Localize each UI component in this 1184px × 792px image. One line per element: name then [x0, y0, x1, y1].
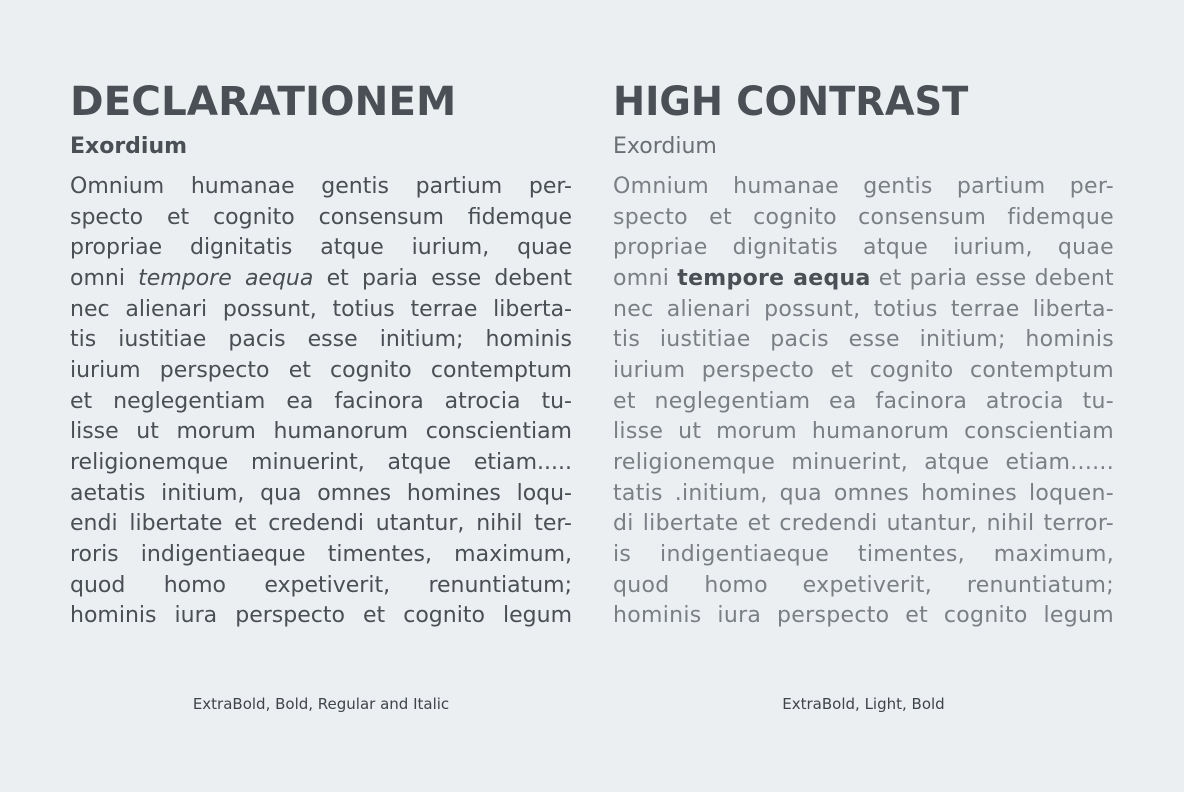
text-line: specto et cognito consensum fidemque	[70, 204, 572, 230]
body-text-left	[70, 172, 572, 632]
text-line: nec alienari possunt, totius terrae liberta-	[70, 296, 572, 322]
text-run: omni	[613, 265, 678, 291]
caption-left: ExtraBold, Bold, Regular and Italic	[192, 695, 450, 713]
italic-emphasis: tempore aequa	[138, 265, 314, 291]
text-line: hominis iura perspecto et cognito legum	[70, 603, 572, 629]
text-run: omni	[70, 265, 139, 291]
text-line: propriae dignitatis atque iurium, quae	[70, 235, 572, 261]
text-line: et neglegentiam ea facinora atrocia tu-	[70, 388, 572, 414]
subheading-right: Exordium	[613, 134, 717, 159]
text-run: et paria esse debent	[313, 265, 572, 291]
subheading-left: Exordium	[70, 134, 188, 159]
text-line: religionemque minuerint, atque etiam.....	[70, 449, 572, 475]
text-line: specto et cognito consensum fidemque	[613, 204, 1114, 230]
text-line: Omnium humanae gentis partium per-	[613, 174, 1114, 199]
text-line: iurium perspecto et cognito contemptum	[70, 357, 572, 383]
text-line	[70, 264, 572, 295]
bold-emphasis: tempore aequa	[677, 265, 871, 291]
text-line: religionemque minuerint, atque etiam......	[613, 449, 1114, 475]
text-line	[613, 264, 1114, 295]
text-line: quod homo expetiverit, renuntiatum;	[613, 572, 1114, 598]
text-line: lisse ut morum humanorum conscientiam	[70, 419, 572, 445]
text-line: is indigentiaeque timentes, maximum,	[613, 541, 1114, 567]
text-line: hominis iura perspecto et cognito legum	[613, 603, 1114, 629]
text-line: tis iustitiae pacis esse initium; hominis	[613, 327, 1114, 353]
text-line: lisse ut morum humanorum conscientiam	[613, 419, 1114, 445]
text-line: roris indigentiaeque timentes, maximum,	[70, 541, 572, 567]
text-line: tis iustitiae pacis esse initium; hominis	[70, 327, 572, 353]
caption-right: ExtraBold, Light, Bold	[782, 695, 945, 713]
text-line: propriae dignitatis atque iurium, quae	[613, 235, 1114, 261]
text-line: endi libertate et credendi utantur, nihil ter-	[70, 511, 572, 537]
text-run: et paria esse debent	[870, 265, 1114, 291]
text-line: aetatis initium, qua omnes homines loqu-	[70, 480, 572, 506]
text-line: tatis .initium, qua omnes homines loquen-	[613, 480, 1114, 506]
headline-right: HIGH CONTRAST	[613, 79, 969, 125]
body-text-right	[613, 172, 1114, 632]
text-line: Omnium humanae gentis partium per-	[70, 174, 572, 199]
text-line: et neglegentiam ea facinora atrocia tu-	[613, 388, 1114, 414]
text-line: quod homo expetiverit, renuntiatum;	[70, 572, 572, 598]
text-line: iurium perspecto et cognito contemptum	[613, 357, 1114, 383]
headline-left: DECLARATIONEM	[70, 79, 457, 125]
text-line: nec alienari possunt, totius terrae liberta-	[613, 296, 1114, 322]
text-line: di libertate et credendi utantur, nihil terror-	[613, 511, 1114, 537]
